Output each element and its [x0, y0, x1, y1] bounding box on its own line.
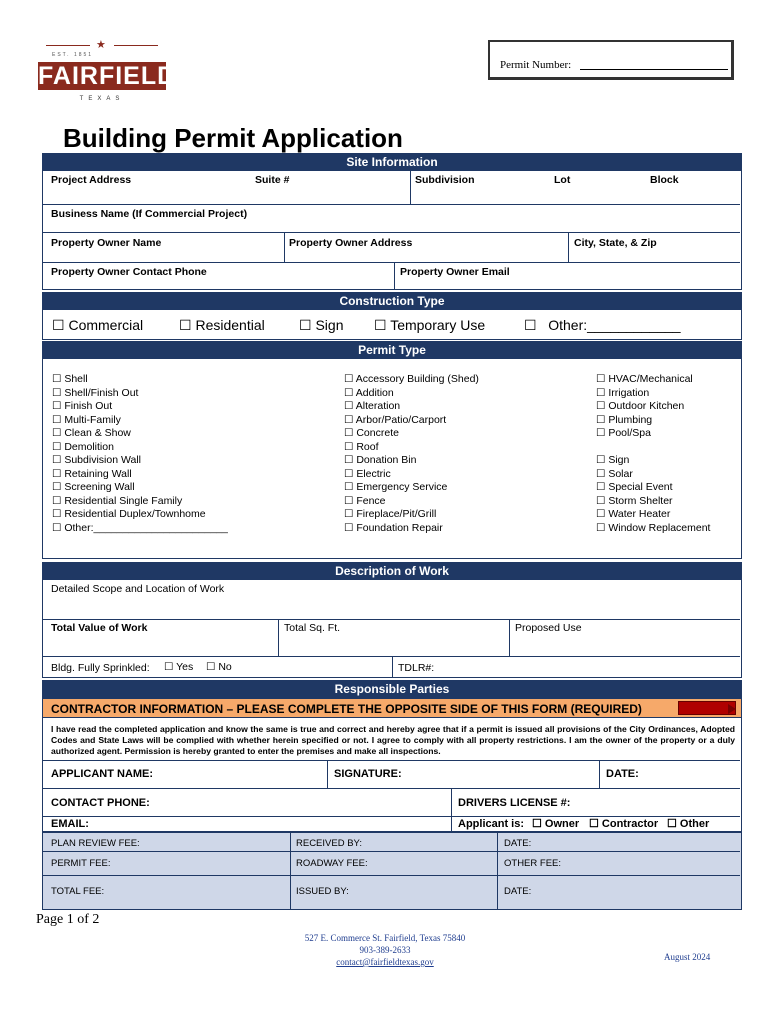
checkbox-label: Clean & Show [64, 427, 131, 439]
construction-option-label: Residential [195, 317, 265, 333]
contractor-info-banner: CONTRACTOR INFORMATION – PLEASE COMPLETE THE OPPOSITE SIDE OF THIS FORM (REQUIRED) [42, 698, 742, 718]
checkbox-icon: ☐ [52, 427, 65, 439]
checkbox-label: Finish Out [64, 400, 113, 412]
responsible-section [42, 718, 742, 832]
checkbox-icon: ☐ [344, 508, 357, 520]
checkbox-label: Donation Bin [356, 454, 417, 466]
permit-number-line [580, 69, 728, 70]
checkbox-label: Contractor [601, 818, 659, 830]
checkbox-icon: ☐ [596, 454, 609, 466]
checkbox-label: Other [679, 818, 710, 830]
logo-wordmark: FAIRFIELD [38, 62, 177, 90]
construction-other-checkbox[interactable]: ☐ Other:____________ [524, 317, 681, 333]
construction-option-label: Sign [315, 317, 344, 333]
checkbox-label: Retaining Wall [64, 467, 132, 480]
applicant-name-field[interactable]: APPLICANT NAME: [51, 768, 154, 780]
checkbox-icon: ☐ [596, 427, 609, 439]
logo-rule [46, 45, 90, 46]
permit-type-col1 [52, 373, 228, 535]
checkbox-icon: ☐ [596, 521, 609, 534]
checkbox-label: Emergency Service [356, 481, 448, 493]
checkbox-icon: ☐ [596, 413, 609, 426]
checkbox-label: Screening Wall [64, 481, 135, 493]
permit-type-checkbox[interactable] [596, 481, 710, 495]
applicant-contractor-checkbox[interactable]: ☐ Contractor [589, 818, 659, 830]
checkbox-icon: ☐ [596, 481, 609, 493]
permit-type-checkbox[interactable] [52, 481, 228, 495]
checkbox-icon: ☐ [596, 386, 609, 399]
checkbox-label: Accessory Building (Shed) [355, 373, 479, 385]
permit-type-checkbox[interactable] [344, 441, 479, 455]
checkbox-label: Multi-Family [64, 413, 121, 426]
construction-sign-checkbox[interactable]: ☐ Sign [299, 317, 344, 333]
footer-contact [230, 932, 540, 968]
applicant-is-label: Applicant is: [458, 818, 525, 830]
checkbox-label: Demolition [64, 440, 114, 453]
checkbox-label: Shell [64, 373, 88, 385]
fee-date-field[interactable]: DATE: [504, 838, 532, 849]
construction-temporary-checkbox[interactable]: ☐ Temporary Use [374, 317, 486, 333]
checkbox-icon: ☐ [596, 400, 609, 412]
checkbox-icon: ☐ [52, 386, 65, 399]
checkbox-icon: ☐ [52, 373, 65, 385]
logo-rule [114, 45, 158, 46]
checkbox-icon: ☐ [344, 454, 357, 466]
checkbox-label: Water Heater [608, 508, 671, 520]
site-info-header: Site Information [42, 153, 742, 171]
checkbox-label: Foundation Repair [356, 521, 443, 534]
permit-type-checkbox[interactable] [596, 414, 693, 428]
project-address-field[interactable]: Project Address [51, 174, 132, 186]
checkbox-icon: ☐ [344, 521, 357, 534]
permit-type-checkbox[interactable] [596, 522, 710, 536]
applicant-date-field[interactable]: DATE: [606, 768, 639, 780]
checkbox-label: Fireplace/Pit/Grill [356, 508, 437, 520]
page-title: Building Permit Application [63, 123, 403, 153]
construction-commercial-checkbox[interactable]: ☐ Commercial [52, 317, 144, 333]
divider [278, 619, 279, 656]
divider [410, 171, 411, 204]
permit-type-checkbox[interactable] [344, 522, 479, 536]
issued-date-field[interactable]: DATE: [504, 886, 532, 897]
plan-review-fee-field[interactable]: PLAN REVIEW FEE: [51, 838, 140, 849]
fees-section [42, 832, 742, 910]
sprinkled-no-checkbox[interactable]: ☐ No [206, 661, 232, 673]
divider [568, 232, 569, 262]
checkbox-label: Irrigation [608, 386, 650, 399]
permit-type-checkbox[interactable] [344, 400, 479, 414]
divider [327, 760, 328, 788]
divider [509, 619, 510, 656]
agreement-statement: I have read the completed application and know the same is true and correct and hereby agree that if a permit is issued all provisions of the City Ordinances, Adopted Codes and State Laws will be complied with whether herein specified or not. I agree to comply with all property restrictions. I am the owner of the property or a duly authorized agent. Permission is hereby granted to enter the premises and make all inspections. [51, 724, 735, 756]
checkbox-label: Special Event [608, 481, 673, 493]
checkbox-icon: ☐ [52, 413, 65, 426]
permit-type-checkbox[interactable] [344, 387, 479, 401]
owner-phone-field[interactable]: Property Owner Contact Phone [51, 266, 207, 278]
construction-option-label: Temporary Use [390, 317, 486, 333]
checkbox-label: HVAC/Mechanical [608, 373, 693, 385]
permit-type-checkbox[interactable] [596, 468, 710, 482]
roadway-fee-field[interactable]: ROADWAY FEE: [296, 858, 368, 869]
permit-type-header: Permit Type [42, 341, 742, 359]
construction-residential-checkbox[interactable]: ☐ Residential [179, 317, 265, 333]
checkbox-label: Alteration [355, 400, 401, 412]
checkbox-label: Residential Single Family [64, 494, 183, 507]
checkbox-label: Storm Shelter [608, 494, 673, 507]
permit-number-box[interactable] [488, 40, 734, 80]
checkbox-icon: ☐ [52, 400, 65, 412]
owner-email-field[interactable]: Property Owner Email [400, 266, 510, 278]
footer-address: 527 E. Commerce St. Fairfield, Texas 75840 [304, 933, 466, 943]
permit-type-checkbox[interactable] [344, 468, 479, 482]
checkbox-label: Shell/Finish Out [64, 386, 139, 399]
checkbox-label: Electric [356, 467, 391, 480]
construction-option-label: Other:____________ [548, 317, 681, 333]
permit-type-checkbox[interactable] [52, 468, 228, 482]
permit-number-label: Permit Number: [500, 59, 572, 71]
checkbox-icon: ☐ [344, 400, 356, 412]
checkbox-icon: ☐ [52, 494, 65, 507]
permit-type-checkbox[interactable] [52, 441, 228, 455]
permit-type-checkbox[interactable] [344, 481, 479, 495]
permit-type-checkbox[interactable] [52, 414, 228, 428]
construction-type-section [42, 310, 742, 340]
subdivision-field[interactable]: Subdivision [415, 174, 475, 186]
checkbox-label: Concrete [356, 427, 399, 439]
divider [497, 833, 498, 909]
checkbox-label: Pool/Spa [608, 427, 651, 439]
tdlr-field[interactable]: TDLR#: [398, 662, 435, 674]
owner-name-field[interactable]: Property Owner Name [51, 237, 162, 249]
divider [43, 619, 740, 620]
divider [43, 204, 740, 205]
checkbox-icon: ☐ [344, 427, 357, 439]
permit-type-col3a [596, 373, 693, 441]
permit-type-col3b [596, 454, 710, 535]
city-state-zip-field[interactable]: City, State, & Zip [574, 237, 657, 249]
checkbox-label: Addition [355, 386, 394, 399]
lot-field[interactable]: Lot [554, 174, 571, 186]
divider [392, 656, 393, 677]
permit-type-checkbox[interactable] [596, 387, 693, 401]
checkbox-label: Fence [356, 494, 386, 507]
permit-type-checkbox[interactable] [596, 373, 693, 387]
permit-type-checkbox[interactable] [596, 495, 710, 509]
permit-type-checkbox[interactable] [596, 454, 710, 468]
construction-type-header: Construction Type [42, 292, 742, 310]
permit-type-checkbox[interactable] [344, 495, 479, 509]
scope-field[interactable]: Detailed Scope and Location of Work [51, 583, 225, 595]
total-fee-field[interactable]: TOTAL FEE: [51, 886, 105, 897]
permit-type-checkbox[interactable] [596, 508, 710, 522]
checkbox-label: Roof [356, 440, 379, 453]
permit-type-checkbox[interactable] [596, 400, 693, 414]
permit-type-checkbox[interactable] [52, 387, 228, 401]
responsible-parties-header: Responsible Parties [42, 680, 742, 698]
divider [290, 833, 291, 909]
footer-email-link[interactable]: contact@fairfieldtexas.gov [336, 957, 434, 967]
contact-phone-field[interactable]: CONTACT PHONE: [51, 797, 150, 809]
permit-type-checkbox[interactable] [52, 400, 228, 414]
checkbox-icon: ☐ [344, 481, 357, 493]
checkbox-icon: ☐ [52, 521, 65, 534]
site-info-section [42, 171, 742, 290]
divider [43, 851, 740, 852]
divider [43, 760, 740, 761]
permit-type-checkbox[interactable] [52, 495, 228, 509]
checkbox-icon: ☐ [52, 454, 65, 466]
divider [43, 788, 740, 789]
checkbox-icon: ☐ [596, 373, 609, 385]
permit-type-col2 [344, 373, 479, 535]
total-value-field[interactable]: Total Value of Work [51, 622, 148, 634]
logo-est: EST. 1851 [52, 52, 94, 58]
checkbox-label: Yes [176, 661, 194, 673]
checkbox-label: Subdivision Wall [64, 454, 141, 466]
suite-field[interactable]: Suite # [255, 174, 290, 186]
checkbox-icon: ☐ [344, 467, 357, 480]
permit-type-checkbox[interactable] [52, 522, 228, 536]
drivers-license-field[interactable]: DRIVERS LICENSE #: [458, 797, 571, 809]
issued-by-field[interactable]: ISSUED BY: [296, 886, 349, 897]
permit-type-checkbox[interactable] [344, 454, 479, 468]
proposed-use-field[interactable]: Proposed Use [515, 622, 582, 634]
checkbox-icon: ☐ [344, 494, 357, 507]
texas-star-icon: ★ [96, 39, 106, 51]
checkbox-icon: ☐ [344, 413, 356, 426]
checkbox-label: Outdoor Kitchen [608, 400, 685, 412]
checkbox-icon: ☐ [344, 440, 357, 453]
description-header: Description of Work [42, 562, 742, 580]
checkbox-label: Sign [608, 454, 630, 466]
permit-type-checkbox[interactable] [52, 508, 228, 522]
signature-field[interactable]: SIGNATURE: [334, 768, 402, 780]
footer-phone: 903-389-2633 [359, 945, 411, 955]
checkbox-label: Residential Duplex/Townhome [64, 508, 206, 520]
permit-type-checkbox[interactable] [344, 373, 479, 387]
checkbox-label: Other:_______________________ [64, 521, 228, 534]
divider [451, 788, 452, 831]
checkbox-label: Solar [608, 467, 633, 480]
checkbox-label: Owner [544, 818, 580, 830]
applicant-owner-checkbox[interactable]: ☐ Owner [532, 818, 580, 830]
checkbox-label: Arbor/Patio/Carport [355, 413, 447, 426]
other-fee-field[interactable]: OTHER FEE: [504, 858, 562, 869]
applicant-other-checkbox[interactable]: ☐ Other [667, 818, 710, 830]
checkbox-icon: ☐ [344, 386, 356, 399]
permit-type-checkbox[interactable] [52, 373, 228, 387]
permit-type-section [42, 359, 742, 559]
divider [284, 232, 285, 262]
construction-option-label: Commercial [68, 317, 144, 333]
business-name-field[interactable]: Business Name (If Commercial Project) [51, 208, 248, 220]
checkbox-icon: ☐ [52, 481, 65, 493]
arrow-right-icon [678, 701, 736, 715]
checkbox-label: Window Replacement [608, 521, 711, 534]
page-number: Page 1 of 2 [36, 912, 100, 927]
divider [43, 262, 740, 263]
permit-type-checkbox[interactable] [344, 508, 479, 522]
sprinkled-yes-checkbox[interactable]: ☐ Yes [164, 661, 194, 673]
block-field[interactable]: Block [650, 174, 679, 186]
permit-type-checkbox[interactable] [52, 454, 228, 468]
permit-type-checkbox[interactable] [596, 427, 693, 441]
permit-type-checkbox[interactable] [52, 427, 228, 441]
checkbox-icon: ☐ [596, 467, 609, 480]
sprinkled-label: Bldg. Fully Sprinkled: [51, 662, 150, 674]
total-sqft-field[interactable]: Total Sq. Ft. [284, 622, 341, 634]
description-section [42, 580, 742, 678]
permit-type-checkbox[interactable] [344, 427, 479, 441]
permit-fee-field[interactable]: PERMIT FEE: [51, 858, 111, 869]
checkbox-icon: ☐ [344, 373, 356, 385]
permit-type-checkbox[interactable] [344, 414, 479, 428]
fairfield-logo [38, 38, 177, 106]
divider [394, 262, 395, 289]
checkbox-icon: ☐ [52, 508, 65, 520]
checkbox-icon: ☐ [596, 494, 609, 507]
checkbox-icon: ☐ [596, 508, 609, 520]
owner-address-field[interactable]: Property Owner Address [289, 237, 413, 249]
divider [43, 232, 740, 233]
footer-date: August 2024 [664, 952, 711, 962]
checkbox-label: No [218, 661, 232, 673]
checkbox-label: Plumbing [608, 413, 653, 426]
divider [43, 875, 740, 876]
checkbox-icon: ☐ [52, 440, 65, 453]
email-field[interactable]: EMAIL: [51, 818, 89, 830]
logo-state: TEXAS [79, 96, 125, 102]
checkbox-icon: ☐ [52, 467, 65, 480]
divider [599, 760, 600, 788]
received-by-field[interactable]: RECEIVED BY: [296, 838, 362, 849]
